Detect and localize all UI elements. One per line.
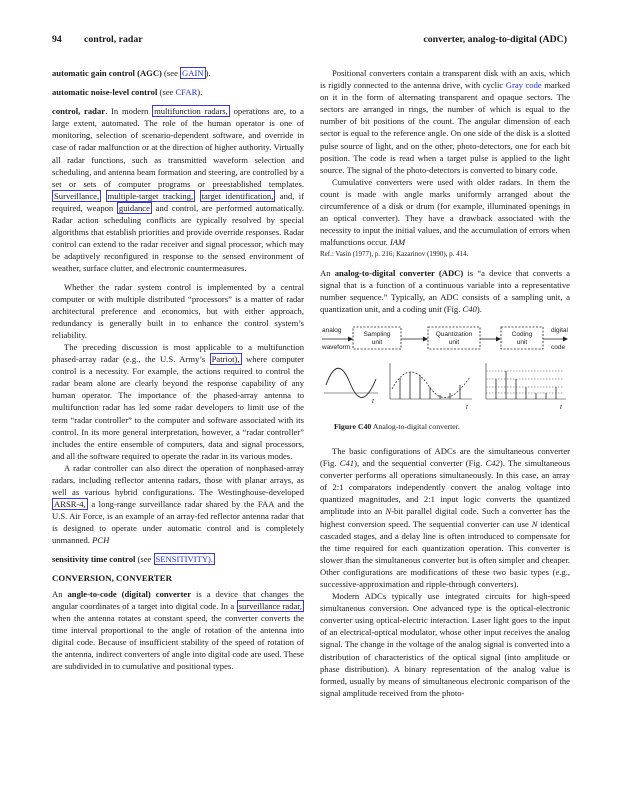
see-text: (see bbox=[161, 68, 181, 78]
link-arsr-4[interactable]: ARSR-4, bbox=[54, 499, 86, 510]
link-multifunction-radars[interactable]: multifunction radars, bbox=[154, 106, 228, 117]
paragraph-phased-array bbox=[52, 341, 304, 462]
punct: ). bbox=[197, 87, 203, 98]
text: The preceding discussion is most applicable to a multifunction phased-array radar (e.g., the U.S. Army’s bbox=[52, 341, 304, 365]
link-surveillance-radar[interactable]: surveillance radar, bbox=[238, 600, 302, 611]
box-label: Coding bbox=[511, 330, 533, 338]
text: marked on it in the form of alternating transparent and opaque sectors. The sectors are arranged in rings, the number of which is equal to the number of bit positions of the count. The angular dimension of each sector is equal to the reference angle. On one side of the disk is a slotted pulse source of light, and on the other, photo-detectors, one for each bit position. The code is read when a target pulse is applied to the light source. The signal of the photo-detectors is converted to binary code. bbox=[320, 80, 570, 175]
arrow-head bbox=[423, 336, 428, 341]
text: where computer control is a necessity. For example, the actions required to control the radar beam alone are clearly beyond the response capability of any human operator. The importance of the phased-array antenna to multifunction radar has led some radar developers to limit use of the term “radar controller” to the computer and software associated with its control. In its more general interpretation, however, a “radar controller” includes the entire ensemble of computers, data and signal processors, and all the software required to operate the radar in its various modes. bbox=[52, 354, 304, 461]
term-agc-abbr: (AGC) bbox=[137, 68, 162, 78]
text bbox=[101, 191, 105, 201]
text: a long-range surveillance radar shared by the FAA and the U.S. Air Force, is an example of an array-fed reflector antenna radar that is designed to operate under automatic control and is completely unmanned. bbox=[52, 499, 304, 546]
see-text: (see bbox=[157, 87, 176, 98]
variable-n: N bbox=[531, 518, 538, 529]
text: and control, are performed automatically. Radar action scheduling conflicts are typically resolved by special algorithms that establish priorities and provide override responses. Radar control can extend to the radar receiver and signal processor, which may be adaptively reconfigured in response to the sensed environment of weather, surface clutter, and electronic countermeasures. bbox=[52, 202, 305, 274]
output-label: digital bbox=[551, 326, 568, 334]
entry-angle-to-code bbox=[52, 588, 304, 673]
paragraph-modern-adcs: Modern ADCs typically use integrated circuits for high-speed simultaneous conversion. One advanced type is the optical-electronic converter using optical-electric interaction. Laser light goes to the input of an electrical-optical modulator, whose other input receives the analog signal. The change in the voltage of the analog signal is converted into a distribution of characteristics of the optical signal (into amplitude or phase distribution). A binary representation of the analog value is formed, usually by means of simultaneous electronic comparison of the signal amplitude received from the photo- bbox=[320, 591, 570, 698]
term-adc: analog-to-digital converter (ADC) bbox=[334, 267, 464, 278]
figure-caption-text: Analog-to-digital converter. bbox=[371, 421, 460, 431]
figure-ref: C40 bbox=[462, 303, 477, 314]
link-cfar[interactable]: CFAR bbox=[175, 87, 198, 98]
text: -bit parallel digital code. Such a converter has the highest conversion speed. The sequential converter can use bbox=[320, 506, 570, 529]
sampled-envelope bbox=[392, 372, 470, 398]
text: and, if required, weapon bbox=[52, 190, 305, 213]
running-header bbox=[52, 34, 567, 48]
variable-n: N bbox=[385, 506, 392, 517]
text: An bbox=[52, 588, 68, 599]
link-guidance[interactable]: guidance bbox=[118, 202, 150, 213]
link-surveillance[interactable]: Surveillance, bbox=[54, 190, 100, 201]
paragraph-nonphased bbox=[52, 462, 304, 547]
quantized-pulses bbox=[496, 371, 556, 399]
input-label: analog bbox=[322, 326, 342, 334]
see-text: (see bbox=[135, 553, 154, 564]
text: ). The simultaneous converter performs all operations simultaneously. In this case, an array of 2:1 comparators independently convert the analog voltage into quantized magnitudes, and 2:1 input logic converts the quantized amplitude into an bbox=[320, 458, 570, 517]
link-gray-code[interactable]: Gray code bbox=[505, 80, 542, 91]
arrow-head bbox=[563, 336, 568, 341]
text: when the antenna rotates at constant speed, the converter converts the time interval proportional to the angle of rotation of the antenna into digital code. Because of insufficient stability of the speed of rotation of the antenna, indirect converters of angle into digital code are used. These are subdivided in to cumulative and positional types. bbox=[52, 612, 304, 672]
adc-block-diagram bbox=[320, 323, 570, 419]
entry-anlc bbox=[52, 86, 304, 98]
text: Positional converters contain a transparent disk with an axis, which is rigidly connected to the antenna drive, with cyclic bbox=[320, 68, 570, 91]
term-anlc: automatic noise-level control bbox=[52, 87, 158, 98]
output-label: code bbox=[551, 343, 566, 351]
quantization-levels bbox=[486, 371, 564, 393]
entry-adc bbox=[320, 267, 570, 315]
time-label: t bbox=[560, 403, 562, 411]
paragraph-basic-configurations bbox=[320, 445, 570, 590]
left-column bbox=[52, 67, 304, 672]
term-angle-to-code: angle-to-code (digital) converter bbox=[67, 588, 192, 599]
entry-agc bbox=[52, 67, 304, 79]
term-control-radar: control, radar bbox=[52, 106, 106, 117]
arrow-head bbox=[348, 336, 353, 341]
text: operations are, to a large extent, automated. The role of the human operator is one of monitoring, selection of scenario-dependent software, and override in case of radar malfunction or at the direction of higher authority. Virtually all radar functions, such as transmitted waveform selection and scheduling, and antenna beam formation and steering, are controlled by a set or sets of computer programs or preestablished templates. bbox=[52, 106, 304, 189]
text: is “a device that converts a signal that is a function of a continuous variable into a representative number sequence.” Typically, an ADC consists of a sampling unit, a quantization unit, and a coding unit (Fig. bbox=[320, 267, 570, 314]
arrow-head bbox=[496, 336, 501, 341]
text: ), and the sequential converter (Fig. bbox=[354, 458, 486, 469]
time-label: t bbox=[372, 397, 374, 405]
figure-caption-label: Figure C40 bbox=[334, 421, 372, 431]
text: A radar controller can also direct the operation of nonphased-array radars, including reflector antenna radars, those with planar arrays, as well as various hybrid configurations. The Westinghouse-developed bbox=[52, 462, 304, 498]
input-label: waveform bbox=[322, 343, 351, 351]
figure-ref: C42 bbox=[485, 458, 500, 469]
figure-ref: C41 bbox=[339, 458, 355, 469]
term-agc: automatic gain control bbox=[52, 68, 135, 78]
text: . In modern bbox=[105, 106, 153, 117]
author-initials: IAM bbox=[389, 237, 406, 248]
link-sensitivity[interactable]: SENSITIVITY). bbox=[155, 553, 214, 564]
box-label: Quantization bbox=[435, 330, 473, 338]
box-label: Sampling bbox=[363, 330, 391, 338]
section-heading-conversion: CONVERSION, CONVERTER bbox=[52, 572, 172, 583]
text: Cumulative converters were used with older radars. In them the count is made with angle marks uniformly arranged about the circumference of a disk or drum (for example, illuminated openings in an optical converter). They have a drawback associated with the necessity to input the initial values, and the accumulation of errors when malfunctions occur. bbox=[320, 176, 570, 248]
paragraph-architecture: Whether the radar system control is implemented by a central computer or with multiple distributed “processors” is a matter of radar architectural preference and economics, but with either approach, redundancy is generally built in to enhance the control system’s reliability. bbox=[52, 281, 304, 340]
entry-control-radar bbox=[52, 105, 304, 274]
text: ). bbox=[476, 303, 482, 314]
box-label: unit bbox=[371, 338, 383, 346]
page-number: 94 bbox=[52, 34, 62, 45]
text: identical cascaded stages, and a delay line is often introduced to compensate for the time required for each quantization operation. This converter is slower than the simultaneous converter but is often simpler and cheaper. Other configurations are modifications of these two basic types (e.g., successive-approximation and ripple-through converters). bbox=[320, 518, 570, 589]
link-gain[interactable]: GAIN bbox=[182, 68, 204, 78]
text: The basic configurations of ADCs are the simultaneous converter (Fig. bbox=[320, 445, 570, 469]
text: is a device that changes the angular coordinates of a target into digital code. In a bbox=[52, 588, 304, 611]
punct: ). bbox=[205, 68, 211, 78]
box-label: unit bbox=[516, 338, 528, 346]
text: An bbox=[320, 267, 335, 278]
header-right-title: converter, analog-to-digital (ADC) bbox=[423, 34, 567, 45]
figure-caption bbox=[334, 421, 570, 433]
sample-pulses bbox=[400, 372, 460, 399]
term-stc: sensitivity time control bbox=[52, 553, 136, 564]
header-left-title: control, radar bbox=[84, 34, 143, 45]
time-label: t bbox=[466, 403, 468, 411]
box-label: unit bbox=[448, 338, 460, 346]
right-column bbox=[320, 67, 570, 699]
link-multiple-target-tracking[interactable]: multiple-target tracking, bbox=[107, 190, 194, 201]
paragraph-positional bbox=[320, 67, 570, 176]
figure-c40 bbox=[320, 323, 570, 419]
link-target-identification[interactable]: target identification, bbox=[201, 190, 274, 201]
entry-stc bbox=[52, 553, 304, 565]
reference-line: Ref.: Vasin (1977), p. 216; Kazarinov (1990), p. 414. bbox=[320, 250, 469, 259]
text bbox=[195, 191, 199, 201]
link-patriot[interactable]: Patriot), bbox=[211, 354, 240, 365]
paragraph-cumulative bbox=[320, 176, 570, 249]
author-initials: PCH bbox=[92, 535, 110, 546]
